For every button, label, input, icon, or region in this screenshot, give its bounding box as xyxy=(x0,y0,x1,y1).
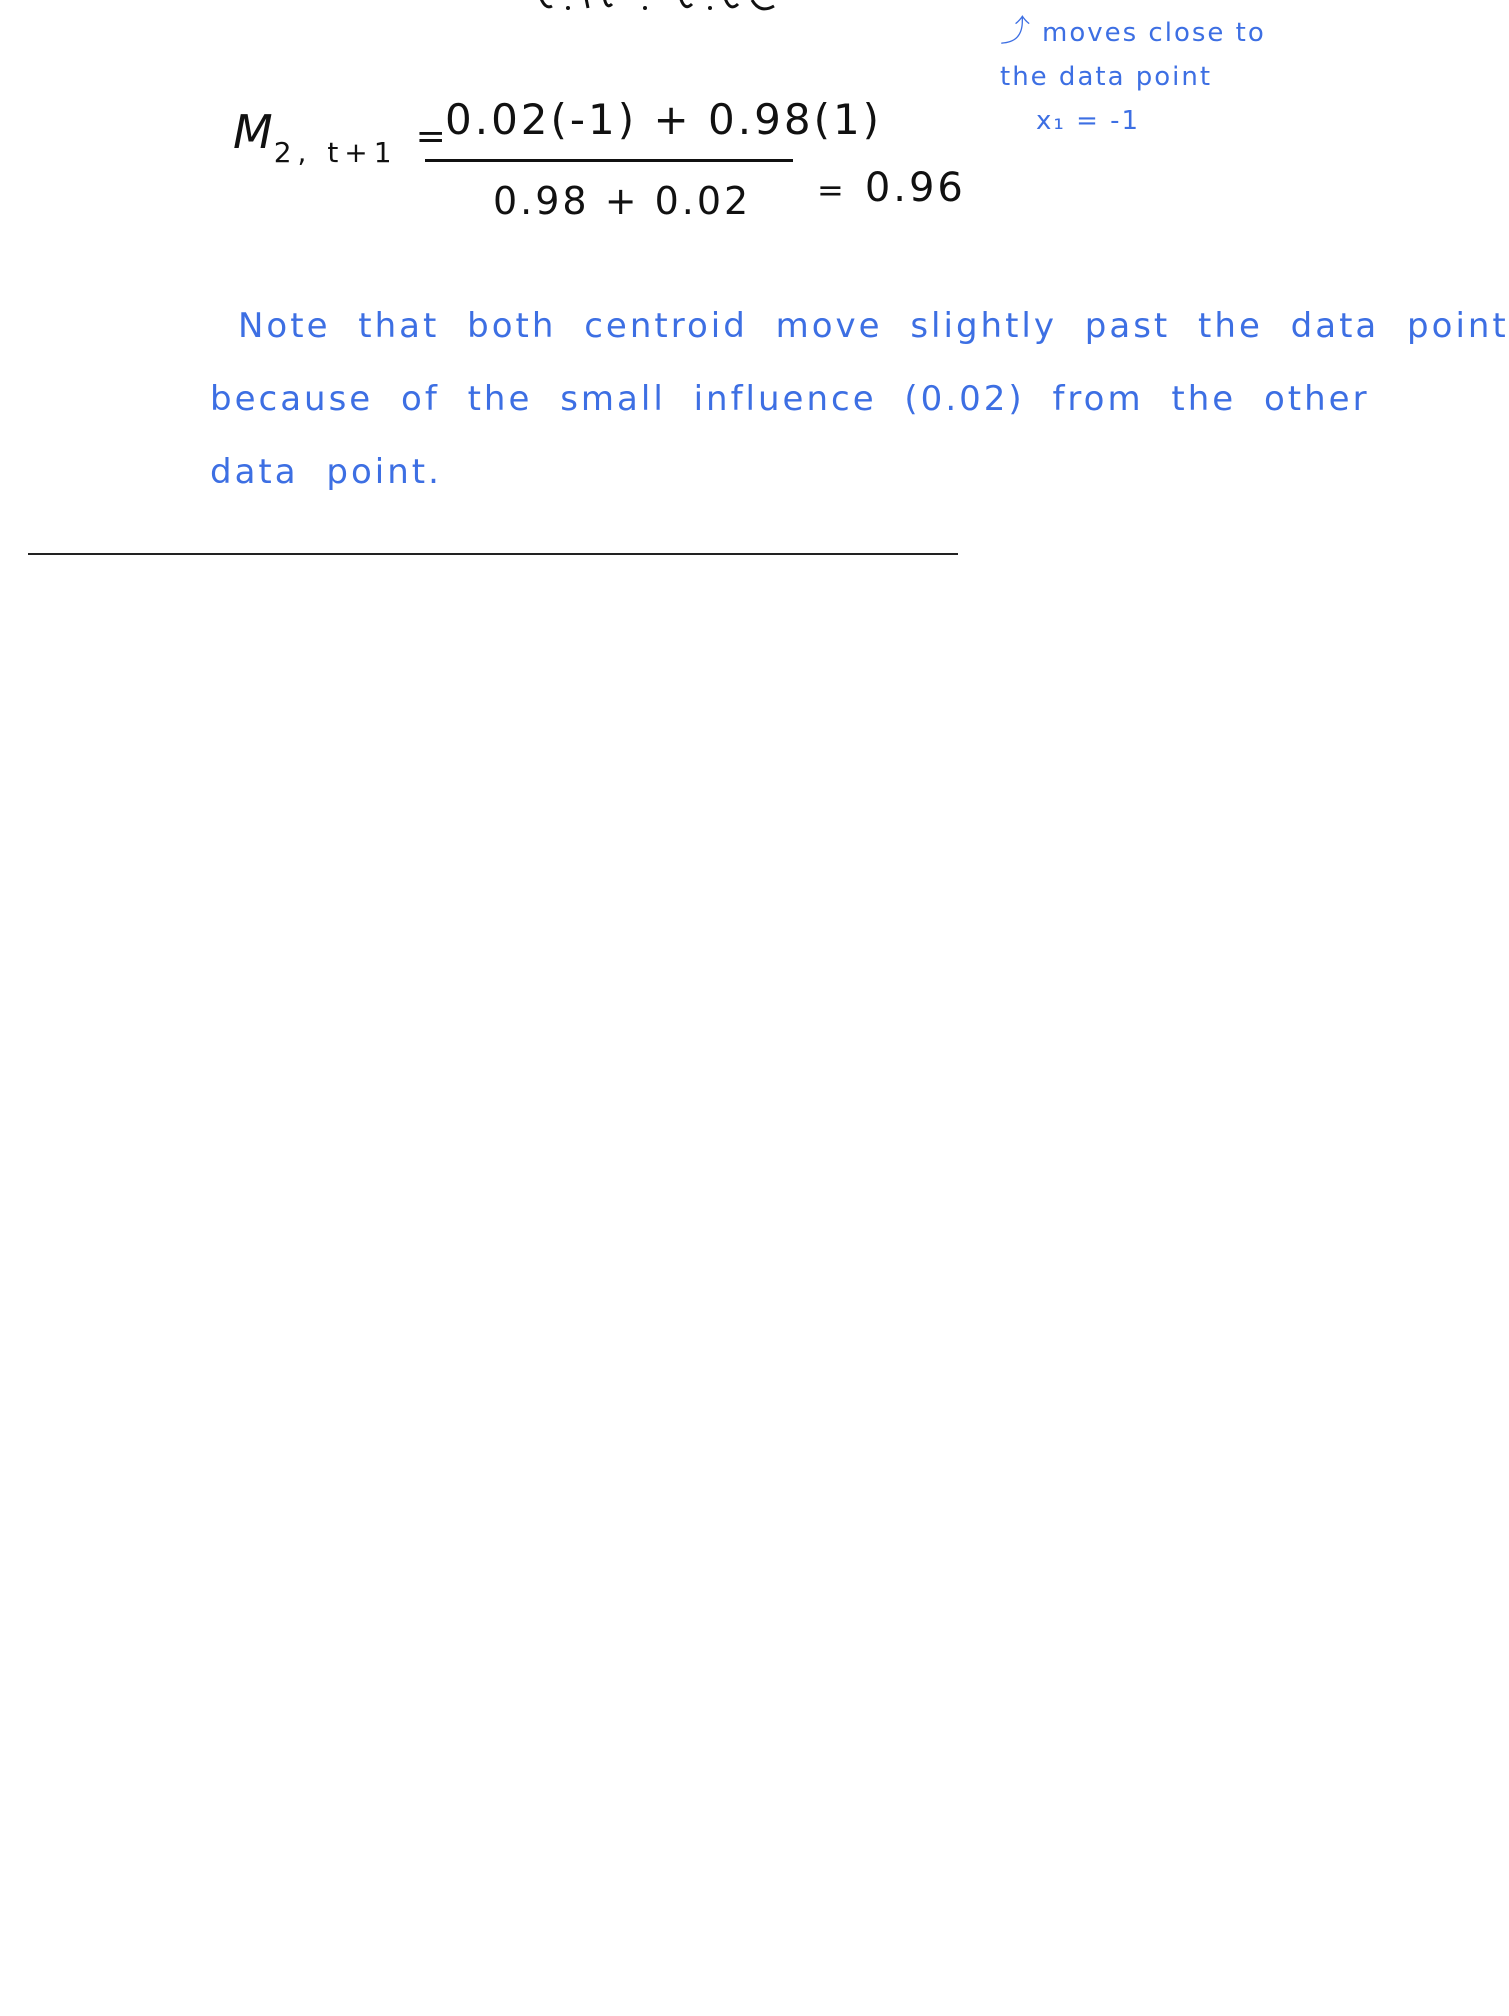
fraction-denominator: 0.98 + 0.02 xyxy=(493,179,752,223)
lhs-symbol: M xyxy=(233,105,274,159)
equation-result xyxy=(817,165,966,211)
centroid-update-equation xyxy=(225,95,965,245)
fraction-bar xyxy=(425,159,793,162)
explanation-note xyxy=(210,290,1509,509)
cut-off-handwriting-icon xyxy=(520,0,820,26)
explanation-line-2: because of the small influence (0.02) from the other xyxy=(210,379,1370,419)
lhs-equals: = xyxy=(415,116,447,157)
result-value: 0.96 xyxy=(864,165,966,211)
margin-note-line-2: the data point xyxy=(1000,62,1213,92)
result-equals: = xyxy=(817,171,847,209)
lhs-subscript: 2, t+1 xyxy=(273,136,398,169)
explanation-line-3: data point. xyxy=(210,452,442,492)
explanation-line-1: Note that both centroid move slightly past the data point xyxy=(238,306,1509,346)
equation-lhs xyxy=(233,105,447,169)
section-divider xyxy=(28,553,958,555)
margin-note-line-3: x₁ = -1 xyxy=(1036,106,1141,136)
margin-annotation xyxy=(1000,10,1300,143)
margin-note-line-1: ⤴ moves close to xyxy=(1000,14,1266,49)
cut-off-previous-line xyxy=(520,0,820,26)
fraction-numerator: 0.02(-1) + 0.98(1) xyxy=(445,95,883,144)
curved-up-arrow-icon: ⤴ xyxy=(1000,14,1032,49)
